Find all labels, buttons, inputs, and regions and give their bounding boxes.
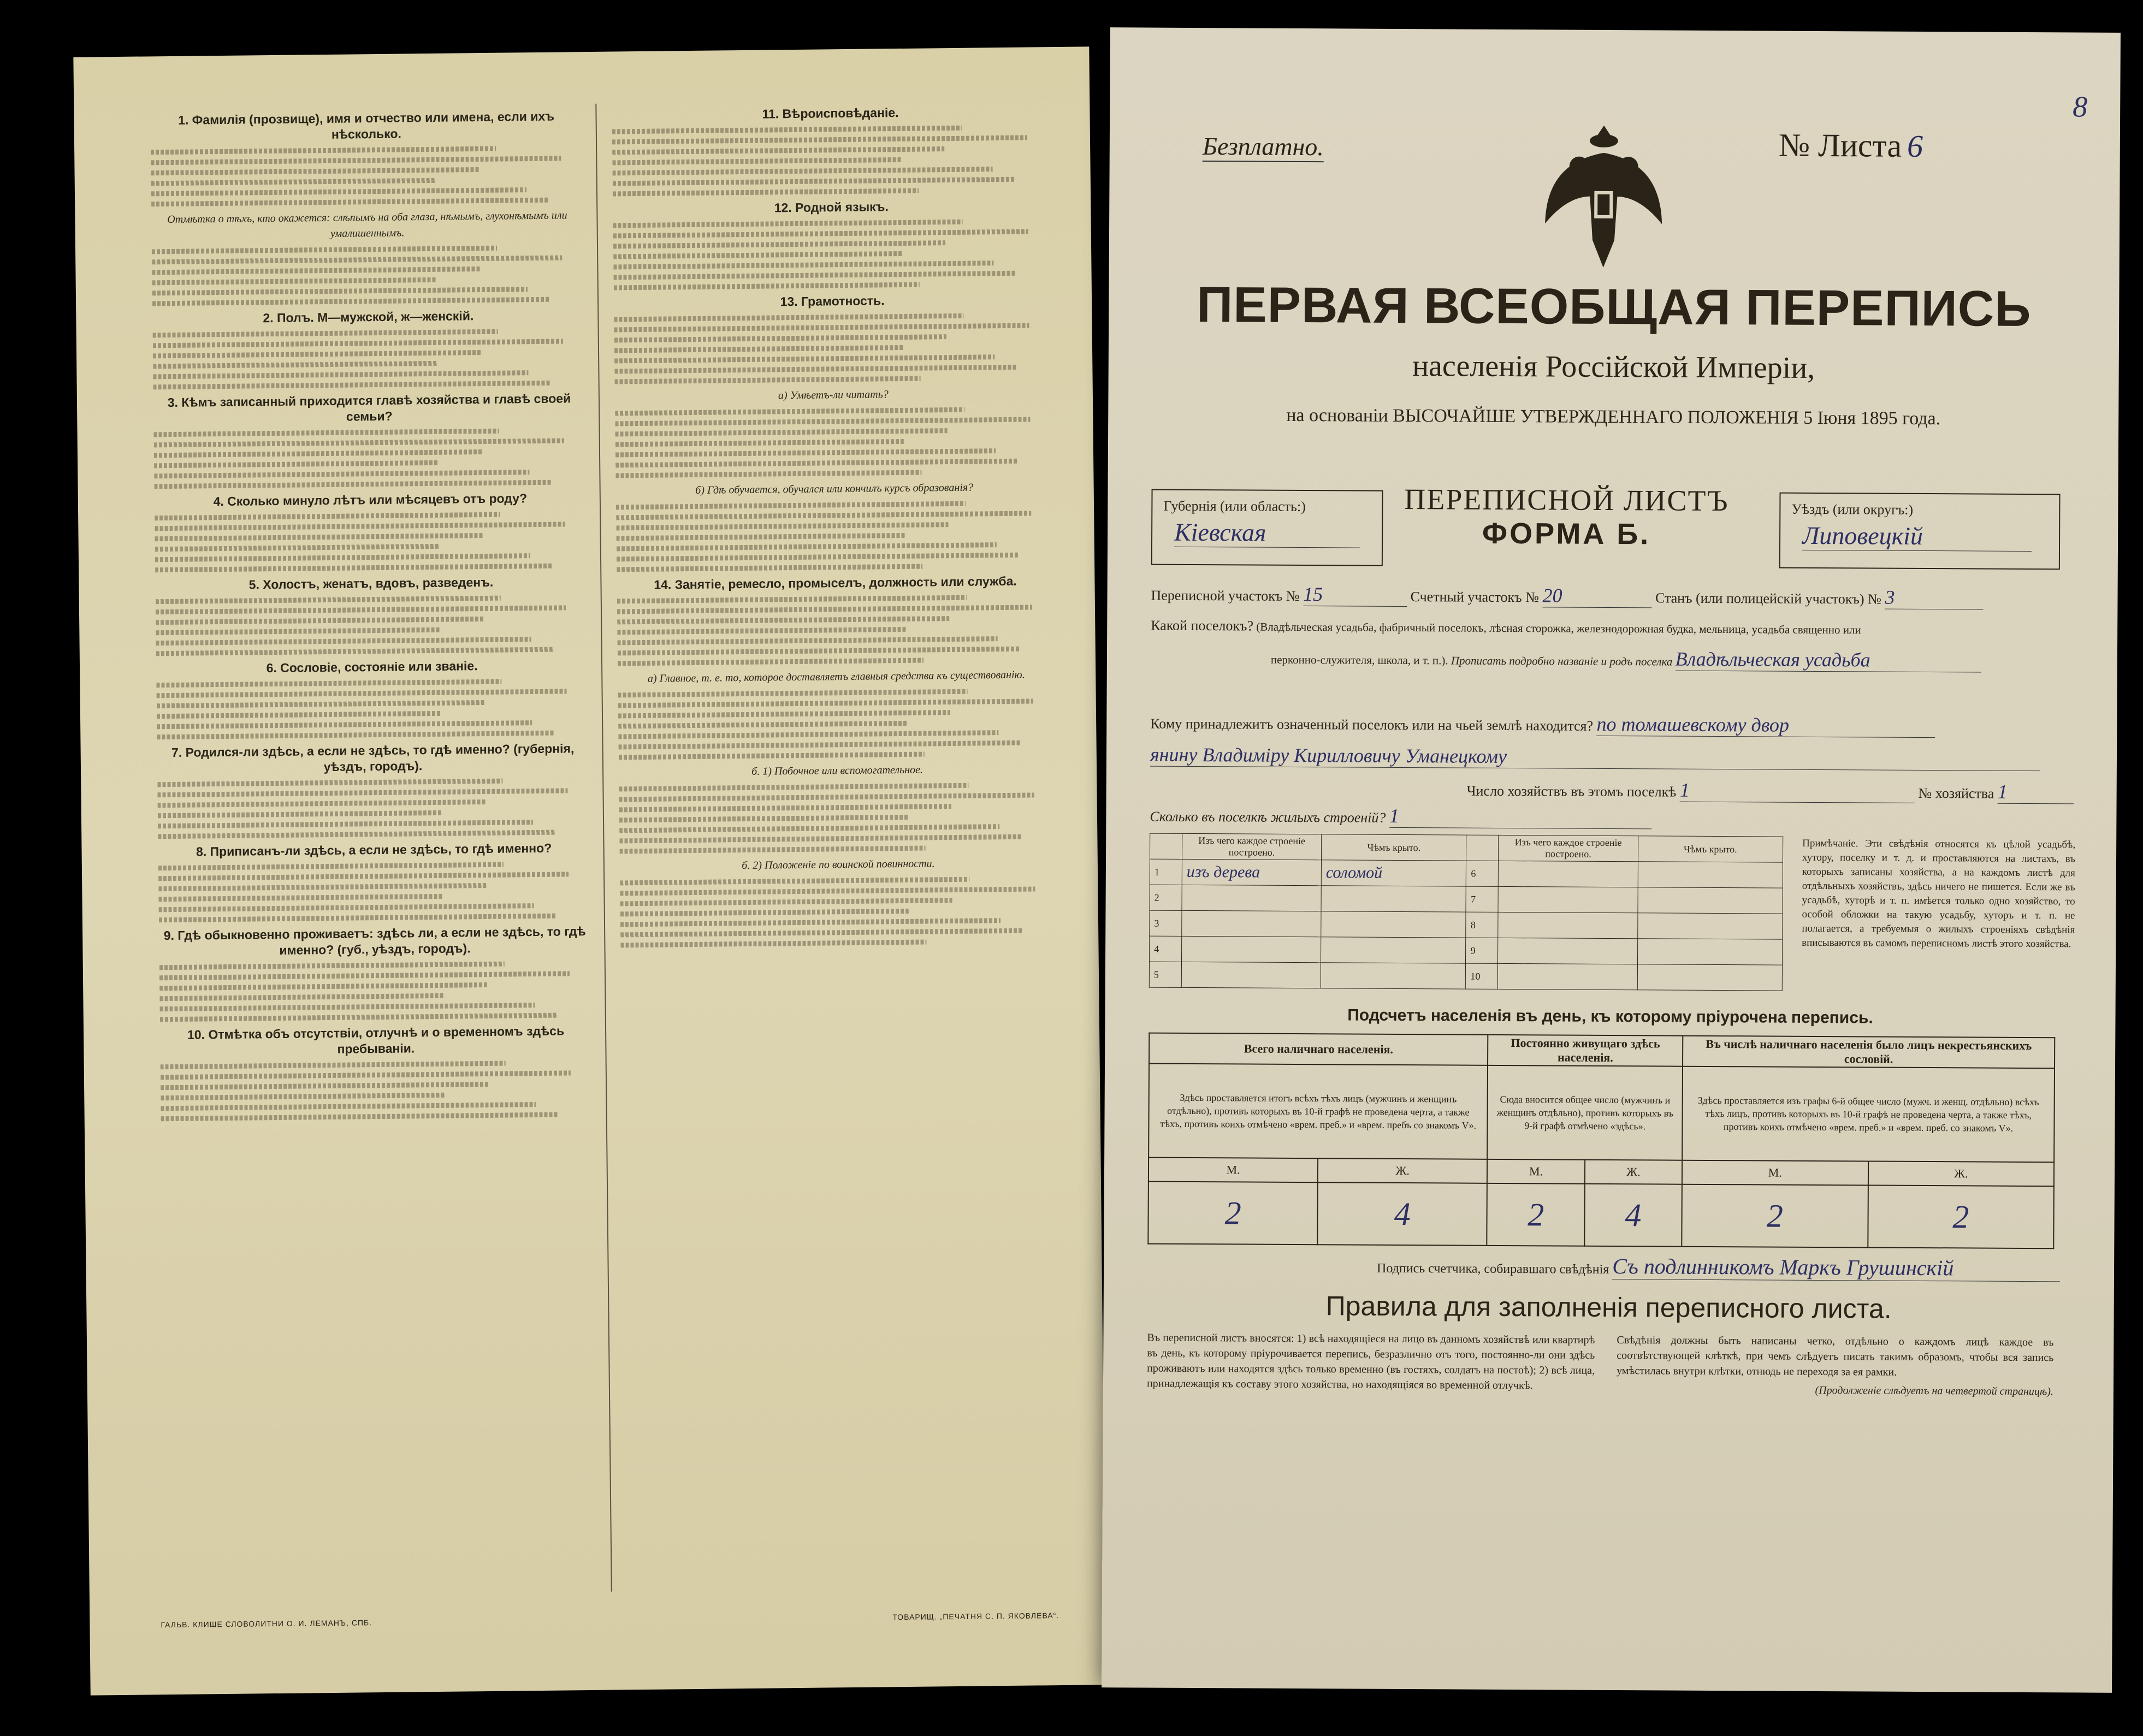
building-roof (1321, 886, 1466, 912)
building-no: 4 (1150, 936, 1182, 962)
instruction-heading: 4. Сколько минуло лѣтъ или мѣсяцевъ отъ роду? (213, 491, 528, 509)
male-count: 2 (1148, 1182, 1318, 1245)
signature-value: Съ подлинникомъ Маркъ Грушинскій (1612, 1253, 2060, 1282)
precinct-line (1151, 582, 1983, 610)
rules-title: Правила для заполненія переписного листа. (1325, 1290, 1892, 1324)
households-line (1467, 778, 2074, 804)
building-material (1498, 886, 1637, 913)
instruction-heading: 9. Гдѣ обыкновенно проживаетъ: здѣсь ли, а если не здѣсь, то гдѣ именно? (губ., уѣздъ, городъ). (163, 924, 586, 957)
building-row (1150, 859, 1783, 888)
owner-line (1150, 710, 1935, 738)
count-title: Подсчетъ населенія въ день, къ которому пріурочена перепись. (1347, 1006, 1873, 1027)
instruction-text: а) Умѣетъ-ли читать? (778, 388, 889, 402)
building-material (1181, 962, 1321, 988)
building-roof (1321, 937, 1466, 963)
building-roof (1637, 939, 1783, 965)
owner-value-1: по томашевскому двор (1597, 713, 1935, 738)
poselok-hint: (Владѣльческая усадьба, фабричный поселокъ, лѣсная сторожка, железнодорожная будка, мельница, усадьба священно или (1256, 620, 1861, 637)
building-no: 3 (1150, 910, 1182, 936)
illegible-small-print (616, 500, 1053, 572)
guberniya-value: Кіевская (1174, 518, 1360, 548)
instruction-heading: 11. Вѣроисповѣданіе. (762, 105, 899, 121)
rules-left-text: Въ переписной листъ вносятся: 1) всѣ находящіеся на лицо въ данномъ хозяйствѣ или квартирѣ въ день, къ которому пріурочивается перепись, безразлично отъ того, постоянно-ли они здѣсь проживаютъ или находятся здѣсь только временно (въ гостяхъ, солдатъ на постоѣ); 2) всѣ лица, принадлежащія къ составу этого хозяйства, но находящіяся во временной отлучкѣ. (1146, 1331, 1595, 1392)
sheet-number (1779, 127, 1923, 165)
stan-label: Станъ (или полицейскій участокъ) № (1655, 590, 1881, 607)
building-row (1149, 962, 1782, 991)
building-material (1182, 885, 1321, 911)
illegible-small-print (155, 511, 587, 572)
form-title (1402, 482, 1731, 552)
instruction-heading: 2. Полъ. М—мужской, ж—женскій. (263, 309, 474, 325)
illegible-small-print (153, 328, 585, 389)
illegible-small-print (613, 218, 1051, 290)
illegible-small-print (158, 861, 590, 922)
stan-value: 3 (1885, 586, 1983, 610)
building-roof (1321, 963, 1466, 989)
instruction-text: а) Главное, т. е. то, которое доставляетъ главныя средства къ существованію. (647, 668, 1025, 685)
guberniya-box (1151, 489, 1383, 566)
illegible-small-print (612, 125, 1050, 196)
bld-head-what: Изъ чего каждое строеніе построено. (1182, 833, 1321, 860)
illegible-small-print (152, 245, 584, 306)
illegible-small-print (156, 595, 588, 656)
building-no: 10 (1466, 963, 1498, 989)
instruction-heading: 3. Кѣмъ записанный приходится главѣ хозяйства и главѣ своей семьи? (167, 391, 571, 424)
bld-head-what-2: Изъ чего каждое строеніе построено. (1499, 835, 1638, 861)
male-label: М. (1682, 1160, 1868, 1186)
female-count: 2 (1868, 1185, 2054, 1248)
building-row (1150, 910, 1783, 939)
illegible-small-print (151, 145, 583, 206)
households-label: Число хозяйствъ въ этомъ поселкѣ (1466, 783, 1677, 800)
poselok-value: Владѣльческая усадьба (1675, 648, 1981, 673)
female-count: 4 (1584, 1184, 1682, 1247)
building-no: 1 (1150, 859, 1182, 885)
sheet-number-value: 6 (1907, 128, 1923, 164)
poselok-hint-3: Прописать подробно названіе и родъ поселка (1451, 654, 1673, 668)
instruction-heading: 14. Занятіе, ремесло, промыселъ, должность или служба. (654, 573, 1017, 592)
poselok-label: Какой поселокъ? (1151, 617, 1254, 634)
perepis-uchastok-label: Переписной участокъ № (1151, 587, 1300, 605)
instruction-text: Отмѣтка о тѣхъ, кто окажется: слѣпымъ на оба глаза, нѣмымъ, глухонѣмымъ или умалишеннымъ. (167, 209, 567, 240)
count-column-title: Въ числѣ наличнаго населенія было лицъ некрестьянскихъ сословій. (1683, 1036, 2055, 1069)
left-page-instructions (73, 46, 1106, 1695)
instruction-heading: 1. Фамилія (прозвище), имя и отчество или имена, если ихъ нѣсколько. (177, 109, 555, 141)
building-row (1150, 885, 1783, 914)
female-label: Ж. (1868, 1161, 2054, 1186)
female-label: Ж. (1318, 1158, 1487, 1183)
instruction-text: б. 1) Побочное или вспомогательное. (751, 763, 923, 778)
instructions-column-1 (150, 104, 592, 1127)
rules-column-right (1617, 1332, 2054, 1399)
building-material (1498, 912, 1637, 938)
building-roof (1637, 887, 1783, 914)
buildings-line (1150, 803, 1651, 830)
rules-column-left (1147, 1330, 1595, 1394)
form-title-line2: ФОРМА Б. (1482, 517, 1651, 551)
building-no: 6 (1466, 861, 1499, 886)
male-count: 2 (1487, 1183, 1585, 1246)
owner-label: Кому принадлежитъ означенный поселокъ или на чьей землѣ находится? (1150, 715, 1594, 734)
census-basis: на основаніи ВЫСОЧАЙШЕ УТВЕРЖДЕННАГО ПОЛОЖЕНІЯ 5 Іюня 1895 года. (1286, 405, 1941, 429)
building-material: изъ дерева (1182, 859, 1321, 885)
instruction-heading: 10. Отмѣтка объ отсутствіи, отлучнѣ и о временномъ здѣсь пребываніи. (187, 1023, 565, 1056)
building-roof (1321, 911, 1466, 938)
owner-line-2 (1150, 743, 2040, 772)
free-label: Безплатно. (1203, 132, 1324, 162)
building-no: 7 (1466, 886, 1498, 912)
settlement-line (1151, 618, 1861, 638)
instruction-heading: 12. Родной языкъ. (774, 199, 889, 215)
illegible-small-print (156, 678, 588, 739)
uezd-box (1779, 493, 2061, 570)
bld-head-roof-2: Чѣмъ крыто. (1638, 836, 1783, 862)
male-label: М. (1487, 1159, 1585, 1184)
building-roof (1637, 964, 1783, 991)
instruction-heading: 7. Родился-ли здѣсь, а если не здѣсь, то гдѣ именно? (губернія, уѣздъ, городъ). (171, 741, 575, 774)
building-roof (1638, 862, 1783, 888)
rules-continued: (Продолженіе слѣдуетъ на четвертой страницѣ). (1815, 1384, 2053, 1398)
buildings-note: Примѣчаніе. Эти свѣдѣнія относятся къ цѣлой усадьбѣ, хутору, поселку и т. д. и проставляются на листахъ, въ которыхъ записаны хозяйства, а на каждомъ листѣ для отдѣльныхъ хозяйствъ, здѣсь ничего не пишется. Если же въ усадьбѣ, хуторѣ и т. п. имѣется только одно хозяйство, то особой обложки на такую усадьбу, хуторъ и т. п. не полагается, а требуемыя о жилыхъ строеніяхъ свѣдѣнія вписываются въ самомъ переписномъ листѣ этого хозяйства. (1802, 837, 2076, 950)
double-headed-eagle-emblem-icon (1541, 114, 1667, 279)
household-no-value: 1 (1998, 780, 2074, 804)
instruction-text: б) Гдѣ обучается, обучался или кончилъ курсъ образованія? (695, 481, 974, 496)
uezd-value: Липовецкій (1802, 521, 2032, 552)
owner-value-2: янину Владиміру Кирилловичу Уманецкому (1150, 743, 2040, 772)
count-column-desc: Сюда вносится общее число (мужчинъ и женщинъ отдѣльно), противъ которыхъ въ 9-й графѣ отмѣчено «здѣсь». (1488, 1065, 1683, 1160)
imprint-right: ТОВАРИЩ. „ПЕЧАТНЯ С. П. ЯКОВЛЕВА“. (892, 1611, 1059, 1622)
poselok-hint-2: перконно-служителя, школа, и т. п.). (1270, 653, 1448, 667)
population-count-table (1147, 1033, 2055, 1249)
male-label: М. (1149, 1158, 1318, 1183)
form-title-line1: ПЕРЕПИСНОЙ ЛИСТЪ (1404, 483, 1729, 518)
building-roof (1637, 913, 1783, 939)
right-page-census-form (1102, 27, 2121, 1693)
instruction-text: б. 2) Положеніе по воинской повинности. (742, 857, 935, 872)
imprint-left: ГАЛЬВ. КЛИШЕ СЛОВОЛИТНИ О. И. ЛЕМАНЪ, СПБ. (161, 1618, 372, 1630)
building-no: 9 (1466, 938, 1498, 963)
households-value: 1 (1680, 779, 1915, 803)
building-no: 2 (1150, 885, 1182, 910)
rules-right-text: Свѣдѣнія должны быть написаны четко, отдѣльно о каждомъ лицѣ каждое въ соотвѣтствующей клѣткѣ, при чемъ слѣдуетъ писать такимъ образомъ, чтобы вся запись умѣстилась внутри клѣтки, отнюдь не переходя за ея рамки. (1617, 1334, 2054, 1378)
corner-number: 8 (2073, 90, 2088, 123)
signature-line (1377, 1252, 2060, 1282)
building-material (1182, 910, 1321, 937)
perepis-uchastok-value: 15 (1303, 583, 1407, 607)
instruction-heading: 5. Холостъ, женатъ, вдовъ, разведенъ. (248, 574, 494, 592)
instructions-column-2 (612, 99, 1057, 953)
instruction-heading: 6. Сословіе, состояніе или званіе. (266, 659, 478, 676)
illegible-small-print (615, 406, 1052, 478)
building-material (1499, 861, 1638, 887)
instruction-heading: 8. Приписанъ-ли здѣсь, а если не здѣсь, то гдѣ именно? (196, 840, 552, 859)
sheet-number-label: № Листа (1778, 127, 1902, 164)
buildings-label: Сколько въ поселкѣ жилыхъ строеній? (1150, 808, 1386, 826)
building-roof: соломой (1321, 860, 1466, 886)
male-count: 2 (1682, 1184, 1868, 1248)
buildings-table (1149, 833, 1783, 991)
guberniya-label: Губернія (или область:) (1163, 497, 1306, 515)
building-material (1181, 936, 1321, 962)
illegible-small-print (154, 428, 586, 489)
building-no: 8 (1466, 912, 1498, 938)
illegible-small-print (159, 961, 591, 1022)
count-column-desc: Здѣсь проставляется изъ графы 6-й общее число (мужч. и женщ. отдѣльно) всѣхъ тѣхъ лицъ, противъ которыхъ въ 10-й графѣ не проведена черта, а также тѣхъ, противъ коихъ отмѣчено «врем. преб.» и «врем. преб. со знакомъ V». (1682, 1067, 2055, 1163)
count-column-title: Всего наличнаго населенія. (1149, 1033, 1488, 1065)
census-title: ПЕРВАЯ ВСЕОБЩАЯ ПЕРЕПИСЬ (1196, 277, 2032, 337)
building-no: 5 (1149, 962, 1181, 987)
illegible-small-print (161, 1060, 593, 1121)
female-label: Ж. (1585, 1160, 1683, 1184)
female-count: 4 (1317, 1182, 1487, 1246)
illegible-small-print (619, 782, 1056, 854)
building-material (1498, 963, 1637, 990)
illegible-small-print (157, 778, 589, 839)
building-row (1150, 936, 1783, 965)
count-column-desc: Здѣсь проставляется итогъ всѣхъ тѣхъ лицъ (мужчинъ и женщинъ отдѣльно), противъ которыхъ въ 10-й графѣ не проведена черта, а также тѣхъ, противъ коихъ отмѣчено «врем. преб.» и «врем. пребъ со знакомъ V». (1149, 1064, 1488, 1159)
illegible-small-print (617, 594, 1055, 666)
illegible-small-print (618, 688, 1056, 760)
illegible-small-print (614, 312, 1051, 384)
settlement-line-2 (1271, 645, 1981, 673)
schetny-uchastok-value: 20 (1542, 584, 1651, 608)
household-no-label: № хозяйства (1918, 785, 1994, 802)
census-subtitle: населенія Россійской Имперіи, (1412, 349, 1815, 385)
illegible-small-print (620, 876, 1057, 947)
uezd-label: Уѣздъ (или округъ:) (1791, 501, 1914, 518)
buildings-value: 1 (1389, 804, 1651, 830)
count-column-title: Постоянно живущаго здѣсь населенія. (1488, 1035, 1683, 1067)
instruction-heading: 13. Грамотность. (780, 293, 885, 309)
schetny-uchastok-label: Счетный участокъ № (1410, 589, 1540, 606)
building-material (1498, 938, 1637, 964)
column-divider (595, 104, 612, 1592)
signature-label: Подпись счетчика, собиравшаго свѣдѣнія (1377, 1261, 1609, 1277)
bld-head-roof: Чѣмъ крыто. (1322, 834, 1467, 861)
